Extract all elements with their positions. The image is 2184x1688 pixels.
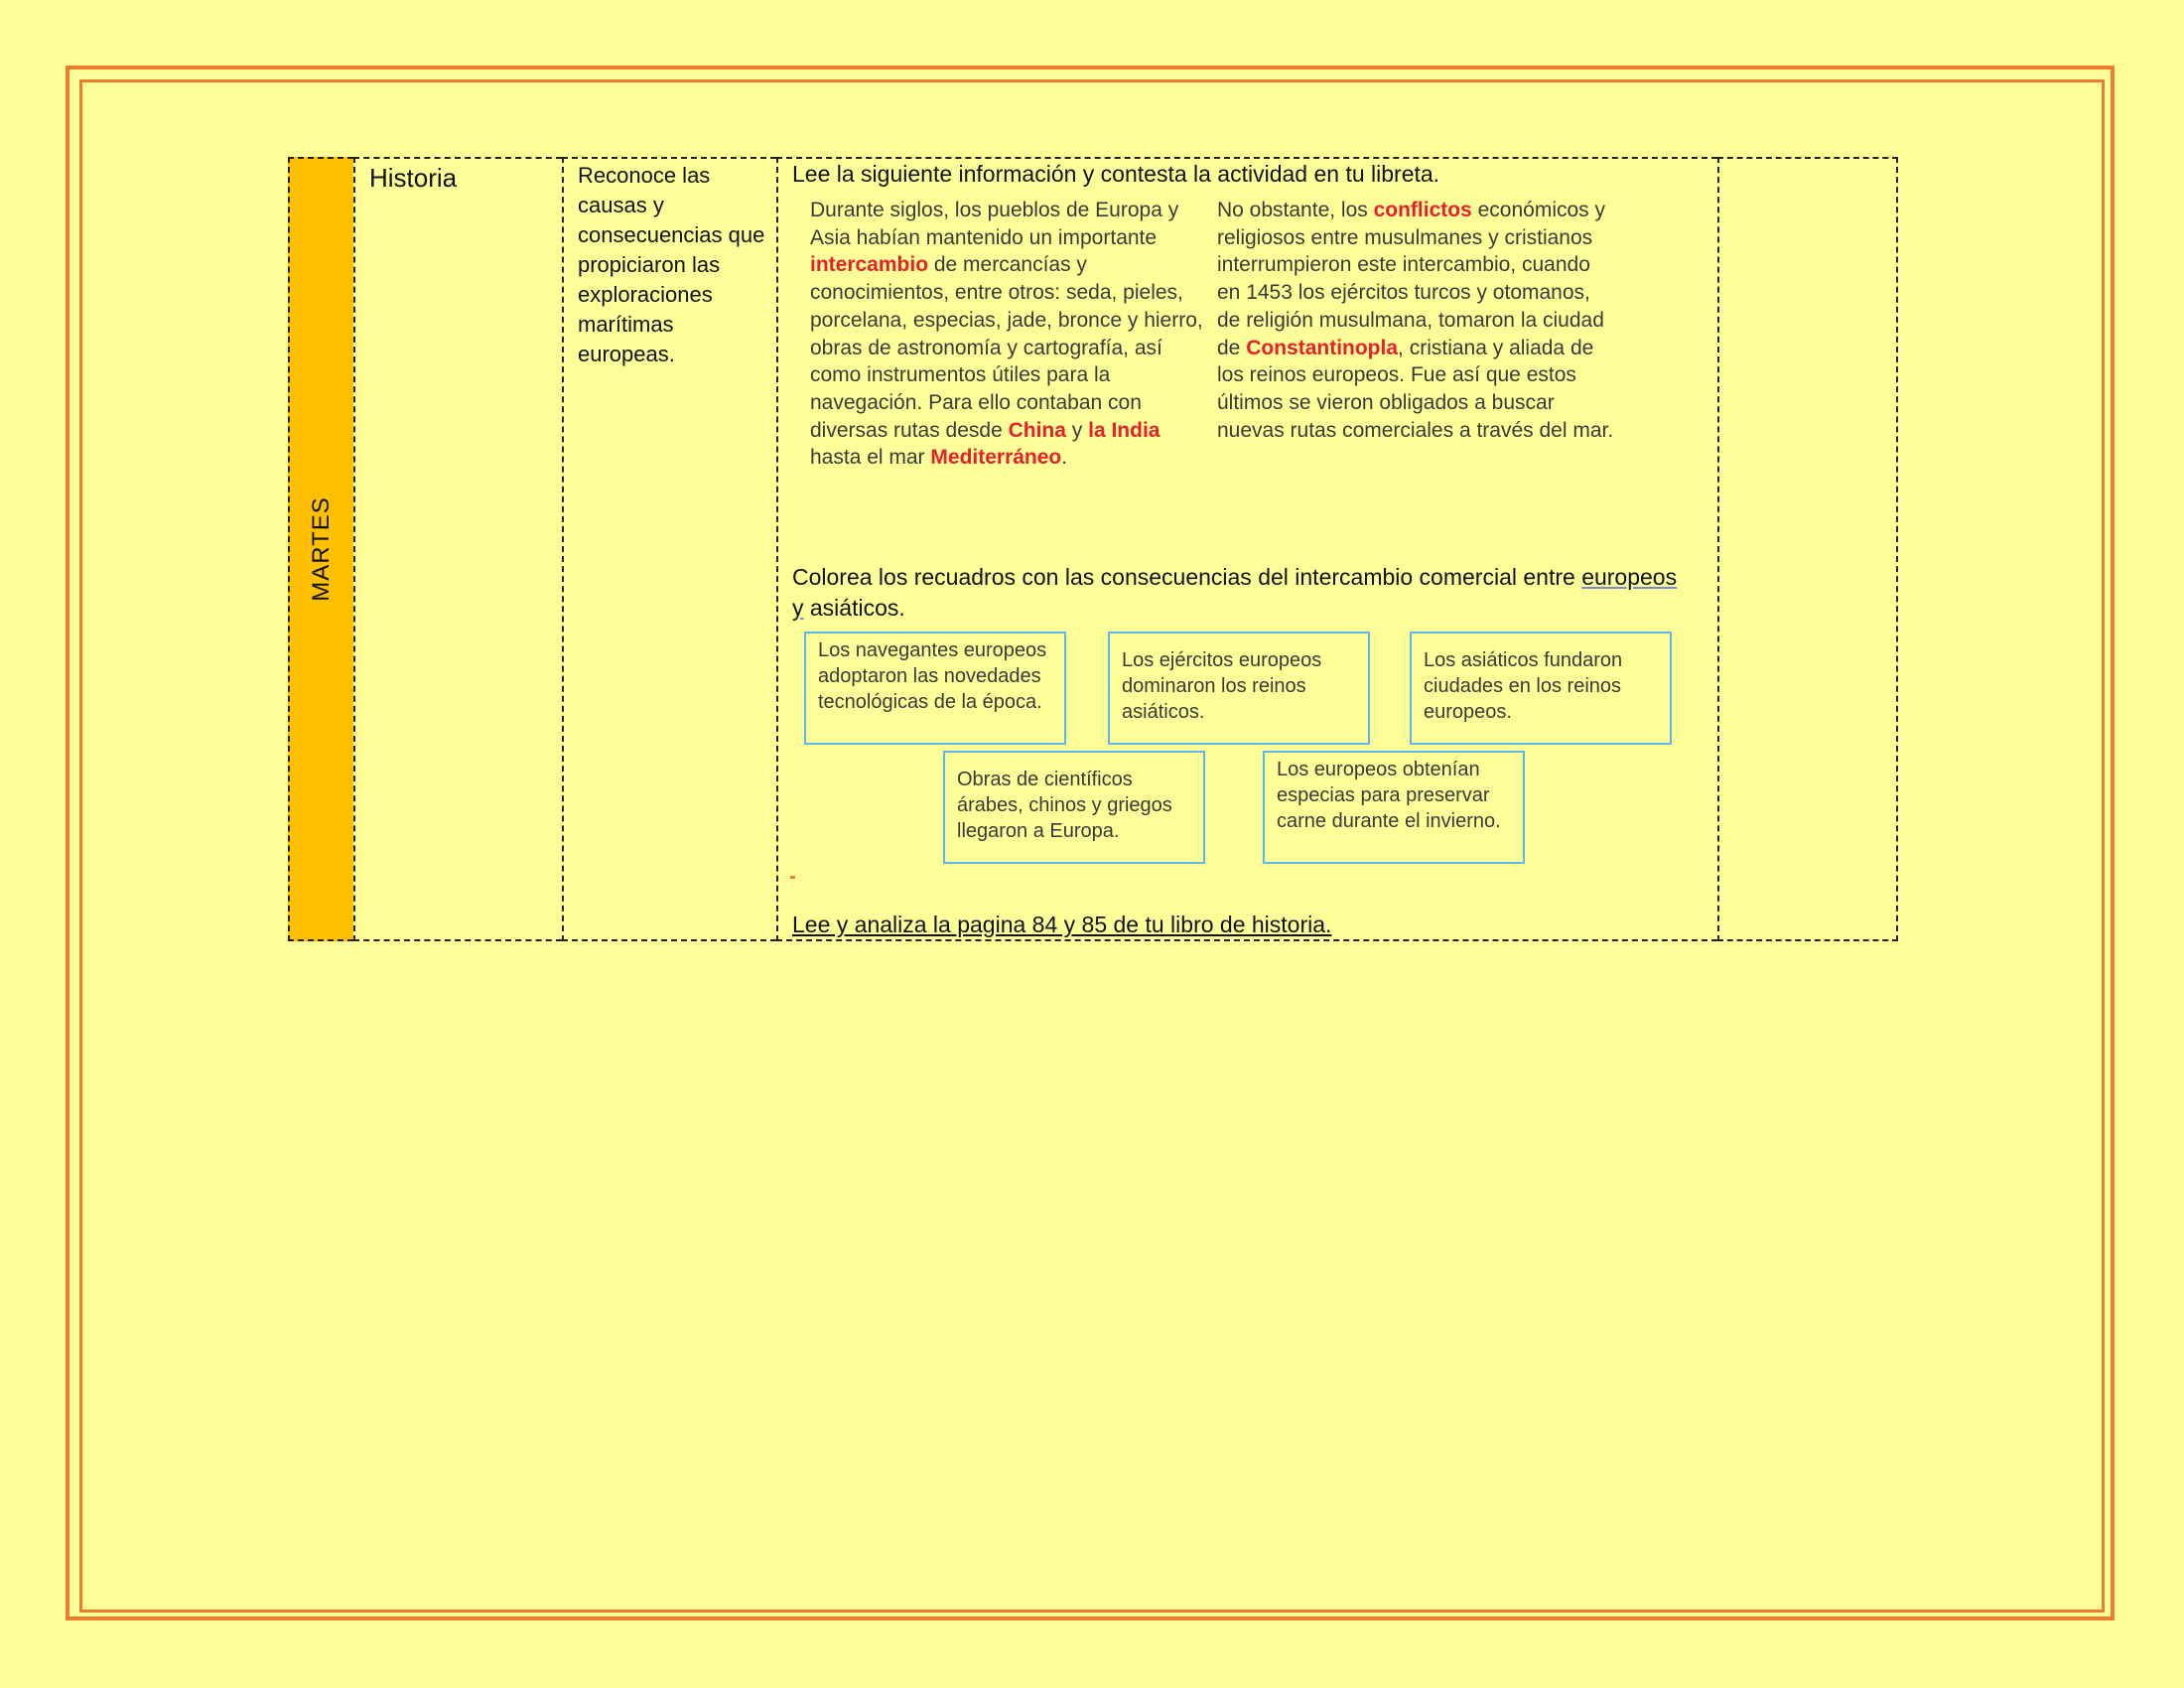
coloring-instruction: Colorea los recuadros con las consecuencias del intercambio comercial entre europeos y asiáticos. (792, 564, 1678, 621)
activity-cell (776, 157, 1717, 941)
textbook-reference: Lee y analiza la pagina 84 y 85 de tu libro de historia. (792, 912, 1332, 937)
consequence-box-1[interactable]: Los navegantes europeos adoptaron las novedades tecnológicas de la época. (804, 632, 1066, 745)
reading-column-2: No obstante, los conflictos económicos y religiosos entre musulmanes y cristianos interrumpieron este intercambio, cuando en 1453 los ejércitos turcos y otomanos, de religión musulmana, tomaron la ciudad de Constantinopla, cristiana y aliada de los reinos europeos. Fue así que estos últimos se vieron obligados a buscar nuevas rutas comerciales a través del mar. (1217, 199, 1614, 442)
objective-cell (562, 157, 776, 941)
activity-intro: Lee la siguiente información y contesta la actividad en tu libreta. (792, 161, 1440, 187)
subject-label: Historia (369, 163, 458, 193)
highlight-mediterraneo: Mediterráneo (930, 446, 1062, 470)
empty-cell (1717, 157, 1898, 941)
day-label: MARTES (308, 496, 336, 602)
consequence-box-4[interactable]: Obras de científicos árabes, chinos y griegos llegaron a Europa. (943, 751, 1205, 864)
consequence-box-3[interactable]: Los asiáticos fundaron ciudades en los reinos europeos. (1410, 632, 1672, 745)
highlight-constantinopla: Constantinopla (1246, 336, 1399, 359)
reading-column-1: Durante siglos, los pueblos de Europa y Asia habían mantenido un importante intercambio de mercancías y conocimientos, entre otros: seda, pieles, porcelana, especias, jade, bronce y hierro, obras de astronomía y cartografía, así como instrumentos útiles para la navegación. Para ello contaban con diversas rutas desde China y la India hasta el mar Mediterráneo. (810, 199, 1203, 470)
highlight-intercambio: intercambio (810, 253, 929, 277)
objective-text: Reconoce las causas y consecuencias que propiciaron las exploraciones marítimas europeas. (578, 163, 765, 366)
stray-mark (790, 876, 795, 879)
consequence-box-5[interactable]: Los europeos obtenían especias para preservar carne durante el invierno. (1263, 751, 1525, 864)
highlight-conflictos: conflictos (1373, 199, 1472, 221)
schedule-table (288, 157, 1898, 941)
subject-cell (353, 157, 562, 941)
day-cell (288, 157, 353, 941)
highlight-china: China (1008, 418, 1066, 442)
consequence-box-2[interactable]: Los ejércitos europeos dominaron los reinos asiáticos. (1108, 632, 1370, 745)
highlight-india: la India (1088, 418, 1160, 442)
